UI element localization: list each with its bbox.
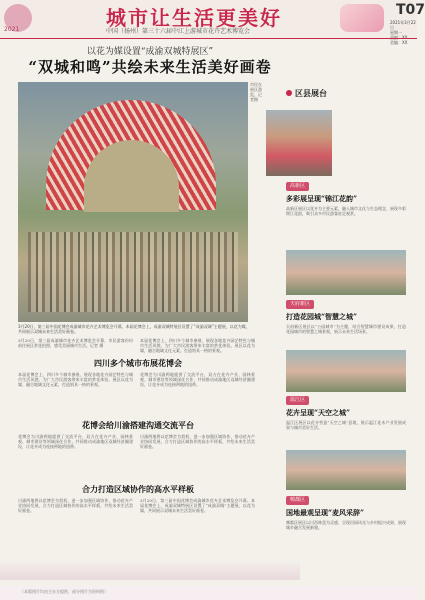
issue-weekday: 星期一 bbox=[390, 30, 402, 35]
sidebar-title-4: 国地最观呈现“麦风采辞” bbox=[286, 508, 365, 517]
side-photo-top bbox=[266, 110, 332, 176]
sidebar-title-2: 打造花园城“智慧之城” bbox=[286, 312, 358, 321]
masthead-divider bbox=[0, 38, 417, 39]
logo-text: 2021 bbox=[4, 26, 20, 33]
page-number: T07 bbox=[396, 2, 425, 18]
article-headline: “双城和鸣”共绘未来生活美好画卷 bbox=[28, 58, 272, 76]
sidebar-text-1: 高新区展区以花卉为主要元素，融入城市文化与生态理念，展现多彩锦江花韵，吸引众多市民游客驻足观赏。 bbox=[286, 206, 406, 216]
section-title-1: 四川多个城市布展花博会 bbox=[94, 358, 182, 368]
section-1-text-b: 花博会为川渝两地提供了交流平台，双方在花卉产业、园林景观、城市建设等领域深化合作，共同推动成渝地区双城经济圈建设，让花卉成为连接两地的纽带。 bbox=[140, 372, 255, 387]
sidebar-header: 区县展台 bbox=[286, 88, 406, 99]
sidebar-title-3: 花卉呈现“天空之城” bbox=[286, 408, 351, 417]
flower-decoration bbox=[340, 4, 384, 32]
section-2-text-b: 川渝两地将以花博会为契机，进一步加强区域协作，推动花卉产业协同发展，合力打造区域协作的高水平样板，共绘未来生活美好画卷。 bbox=[140, 434, 255, 449]
main-photo bbox=[18, 82, 248, 322]
issue-designer: 美编：XX bbox=[390, 40, 408, 45]
header-dot-icon bbox=[286, 90, 292, 96]
issue-info bbox=[390, 20, 416, 45]
issue-date: 2021年3月22日 bbox=[390, 20, 416, 30]
section-title-2: 花博会给川渝搭建沟通交流平台 bbox=[82, 420, 194, 430]
section-3-text-b: 3月20日，第三届中国花博会成渝城市花卉艺术博览会开幕。本届花博会上，成渝双城特展区设置了“成渝双城”主题展，以花为媒，共同展示双城未来生活美好画卷。 bbox=[140, 498, 255, 513]
section-title-3: 合力打造区域协作的高水平样板 bbox=[82, 484, 194, 494]
vertical-caption: 市民在展区游览，记者摄 bbox=[250, 82, 262, 102]
masthead bbox=[0, 0, 425, 45]
photo-caption: 3月20日，第三届中国花博会成渝城市花卉艺术博览会开幕。本届花博会上，成渝双城特展区设置了“成渝双城”主题展，以花为媒，共同展示双城未来生活美好画卷。 bbox=[18, 324, 250, 334]
article-body-col1: 3月20日，第三届成渝城市花卉艺术博览会开幕，市民游客纷纷前往展区赏花拍照，感受美丽城市生活。记者 摄 bbox=[18, 338, 133, 348]
sidebar-tag-3: 温江区 bbox=[286, 396, 309, 405]
section-1-text-a: 本届花博会上，四川多个城市参展，展现各地花卉园艺特色与城市生活风貌，为广大市民游客带来丰富的赏花体验。展区以花为媒，融合地域文化元素，打造别具一格的景观。 bbox=[18, 372, 133, 387]
footer-note: （本版图片均由主办方提供，部分图片为资料图） bbox=[20, 589, 108, 594]
sidebar-text-3: 温江区展区以花卉营造“天空之城”意境，展示温江花木产业发展成果与城市美好生活。 bbox=[286, 420, 406, 430]
sidebar-tag-2: 天府新区 bbox=[286, 300, 314, 309]
sidebar-photo-2 bbox=[286, 350, 406, 392]
article-kicker: 以花为媒设置“成渝双城特展区” bbox=[86, 47, 214, 57]
sidebar-photo-1 bbox=[286, 250, 406, 295]
page-subtitle: 中国（扬州）第三十六届中江上游城市花卉艺术博览会 bbox=[106, 28, 251, 35]
sidebar-text-4: 郫都区展区以川西林盘为灵感，呈现田园风光与乡村振兴成果，展现城乡融合发展新貌。 bbox=[286, 520, 406, 530]
article-body-col2: 本届花博会上，四川多个城市参展，展现各地花卉园艺特色与城市生活风貌，为广大市民游客带来丰富的赏花体验。展区以花为媒，融合地域文化元素，打造别具一格的景观。 bbox=[140, 338, 255, 353]
sidebar-text-2: 天府新区展区以“公园城市”为主题，结合智慧城市建设成果，打造花园城市的智慧之城景观，展示未来生活场景。 bbox=[286, 324, 406, 334]
skyline-decoration bbox=[0, 560, 300, 580]
sidebar-title-1: 多彩展呈现“锦江花韵” bbox=[286, 194, 358, 203]
sidebar-photo-3 bbox=[286, 450, 406, 490]
page-title: 城市让生活更美好 bbox=[106, 6, 282, 30]
sidebar-tag-1: 高新区 bbox=[286, 182, 309, 191]
section-3-text-a: 川渝两地将以花博会为契机，进一步加强区域协作，推动花卉产业协同发展，合力打造区域协作的高水平样板，共绘未来生活美好画卷。 bbox=[18, 498, 133, 513]
section-2-text-a: 花博会为川渝两地提供了交流平台，双方在花卉产业、园林景观、城市建设等领域深化合作，共同推动成渝地区双城经济圈建设，让花卉成为连接两地的纽带。 bbox=[18, 434, 133, 449]
crowd-area bbox=[28, 232, 238, 312]
sidebar-tag-4: 郫都区 bbox=[286, 496, 309, 505]
